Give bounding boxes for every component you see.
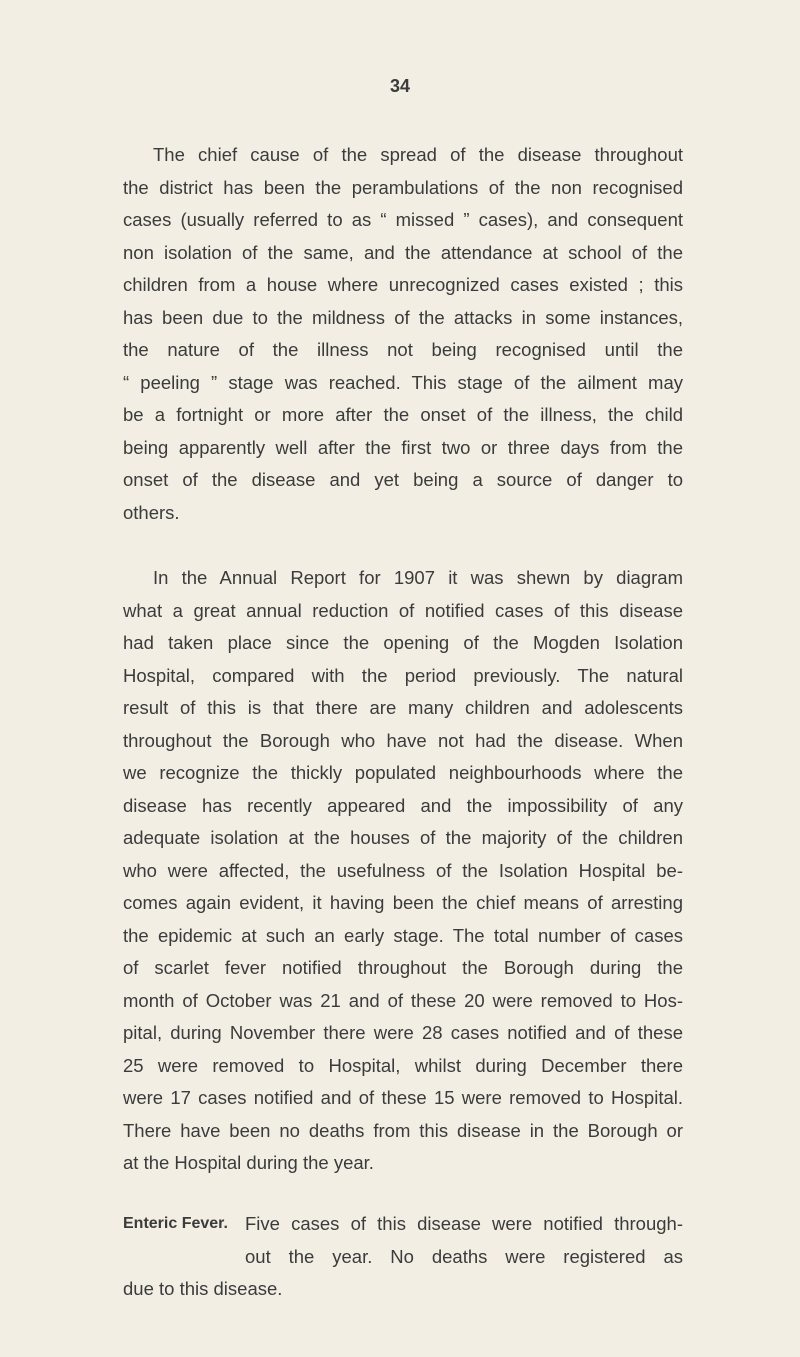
text-line: pital, during November there were 28 cases notified and of these: [123, 1022, 683, 1043]
text-line: were 17 cases notified and of these 15 were removed to Hospital.: [123, 1087, 683, 1108]
text-line: Five cases of this disease were notified through-: [245, 1213, 683, 1234]
text-line: the nature of the illness not being recognised until the: [123, 339, 683, 360]
text-line: had taken place since the opening of the Mogden Isolation: [123, 632, 683, 653]
paragraph-spread-cause: [123, 139, 683, 529]
text-line: cases (usually referred to as “ missed ” cases), and consequent: [123, 209, 683, 230]
text-line: who were affected, the usefulness of the Isolation Hospital be-: [123, 859, 683, 881]
text-line: what a great annual reduction of notified cases of this disease: [123, 599, 683, 621]
text-line: onset of the disease and yet being a source of danger to: [123, 469, 683, 490]
text-line: There have been no deaths from this disease in the Borough or: [123, 1119, 683, 1141]
page-number: 34: [389, 76, 411, 96]
text-line: “ peeling ” stage was reached. This stage of the ailment may: [123, 371, 683, 393]
text-line: non isolation of the same, and the attendance at school of the: [123, 241, 683, 263]
text-line: the district has been the perambulations of the non recognised: [123, 176, 683, 198]
text-line: be a fortnight or more after the onset of the illness, the child: [123, 404, 683, 425]
text-line: month of October was 21 and of these 20 were removed to Hos-: [123, 989, 683, 1011]
text-line: Hospital, compared with the period previously. The natural: [123, 664, 683, 686]
text-line: out the year. No deaths were registered as: [245, 1245, 683, 1267]
text-line: being apparently well after the first two or three days from the: [123, 436, 683, 458]
text-line: we recognize the thickly populated neighbourhoods where the: [123, 762, 683, 783]
text-line: The chief cause of the spread of the disease throughout: [153, 144, 683, 165]
text-line: disease has recently appeared and the impossibility of any: [123, 794, 683, 816]
text-line: the epidemic at such an early stage. The total number of cases: [123, 924, 683, 946]
text-line: In the Annual Report for 1907 it was shewn by diagram: [153, 567, 683, 588]
paragraph-enteric-fever: [123, 1208, 683, 1306]
section-heading-enteric-fever: Enteric Fever.: [123, 1215, 228, 1232]
text-line: 25 were removed to Hospital, whilst during December there: [123, 1054, 683, 1076]
text-line: others.: [123, 501, 180, 523]
text-line: children from a house where unrecognized cases existed ; this: [123, 274, 683, 295]
text-line: at the Hospital during the year.: [123, 1152, 374, 1173]
text-line: throughout the Borough who have not had the disease. When: [123, 729, 683, 751]
text-line: adequate isolation at the houses of the majority of the children: [123, 827, 683, 848]
paragraph-annual-report: [123, 562, 683, 1180]
text-line: has been due to the mildness of the attacks in some instances,: [123, 306, 683, 328]
text-line: result of this is that there are many children and adolescents: [123, 697, 683, 718]
text-line: due to this disease.: [123, 1278, 283, 1299]
text-line: of scarlet fever notified throughout the Borough during the: [123, 957, 683, 978]
text-line: comes again evident, it having been the chief means of arresting: [123, 892, 683, 913]
